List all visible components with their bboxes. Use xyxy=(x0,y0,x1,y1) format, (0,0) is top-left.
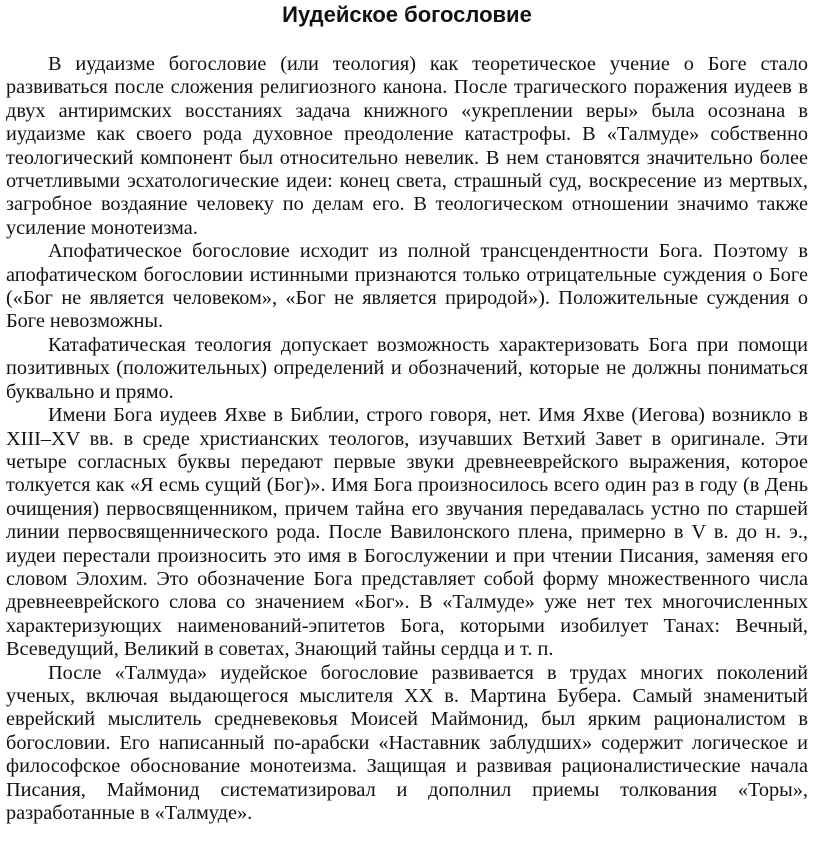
paragraph-after-talmud: После «Талмуда» иудейское богословие развивается в трудах многих поколений ученых, включая выдающегося мыслителя XX в. Мартина Бубера. Самый знаменитый еврейский мыслитель средневековья Моисей Маймонид, был ярким рационалистом в богословии. Его написанный по-арабски «Наставник заблудших» содержит логическое и философское обоснование монотеизма. Защищая и развивая рационалистические начала Писания, Маймонид систематизировал и дополнил приемы толкования «Торы», разработанные в «Талмуде». xyxy=(6,661,808,824)
document-body xyxy=(6,53,808,825)
paragraph-name-of-god: Имени Бога иудеев Яхве в Библии, строго говоря, нет. Имя Яхве (Иегова) возникло в XIII–XV вв. в среде христианских теологов, изучавших Ветхий Завет в оригинале. Эти четыре согласных буквы передают первые звуки древнееврейского выражения, которое толкуется как «Я есмь сущий (Бог)». Имя Бога произносилось всего один раз в году (в День очищения) первосвященником, причем тайна его звучания передавалась устно по старшей линии первосвященнического рода. После Вавилонского плена, примерно в V в. до н. э., иудеи перестали произносить это имя в Богослужении и при чтении Писания, заменяя его словом Элохим. Это обозначение Бога представляет собой форму множественного числа древнееврейского слова со значением «Бог». В «Талмуде» уже нет тех многочисленных характеризующих наименований-эпитетов Бога, которыми изобилует Танах: Вечный, Всеведущий, Великий в советах, Знающий тайны сердца и т. п. xyxy=(6,404,808,661)
paragraph-apophatic: Апофатическое богословие исходит из полной трансцендентности Бога. Поэтому в апофатическом богословии истинными признаются только отрицательные суждения о Боге («Бог не является человеком», «Бог не является природой»). Положительные суждения о Боге невозможны. xyxy=(6,240,808,333)
paragraph-judaism-theology: В иудаизме богословие (или теология) как теоретическое учение о Боге стало развиваться после сложения религиозного канона. После трагического поражения иудеев в двух антиримских восстаниях задача книжного «укреплении веры» была осознана в иудаизме как своего рода духовное преодоление катастрофы. В «Талмуде» собственно теологический компонент был относительно невелик. В нем становятся значительно более отчетливыми эсхатологические идеи: конец света, страшный суд, воскресение из мертвых, загробное воздаяние человеку по делам его. В теологическом отношении значимо также усиление монотеизма. xyxy=(6,53,808,239)
page-title: Иудейское богословие xyxy=(282,2,532,27)
paragraph-cataphatic: Катафатическая теология допускает возможность характеризовать Бога при помощи позитивных (положительных) определений и обозначений, которые не должны пониматься буквально и прямо. xyxy=(6,333,808,403)
